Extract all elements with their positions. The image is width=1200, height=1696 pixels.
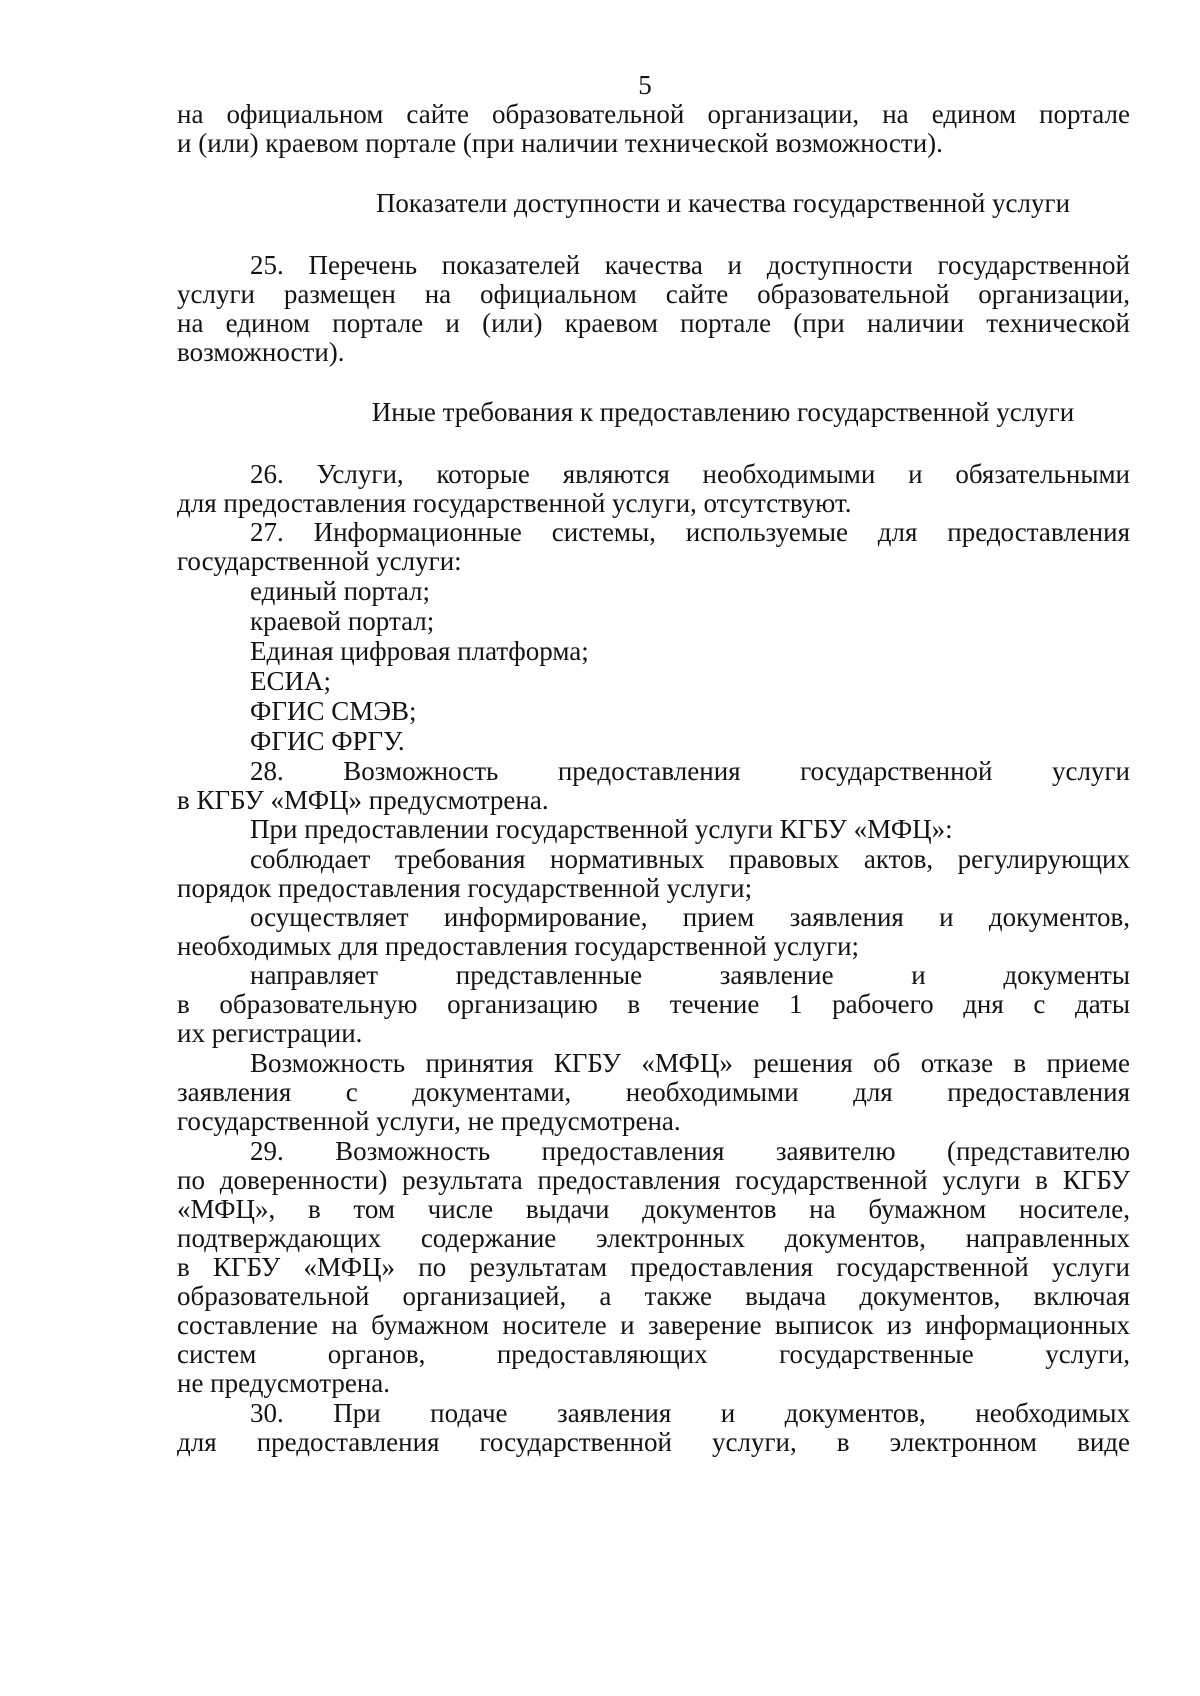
section-heading: Показатели доступности и качества государственной услуги [375, 188, 1071, 218]
text-line: порядок предоставления государственной услуги; [177, 873, 753, 903]
text-line: в образовательную организацию в течение 1 рабочего дня с даты [177, 989, 1130, 1019]
text-line: При предоставлении государственной услуги КГБУ «МФЦ»: [250, 814, 953, 844]
text-line: и (или) краевом портале (при наличии технической возможности). [177, 128, 943, 158]
list-item: ФГИС ФРГУ. [250, 726, 405, 756]
text-line: по доверенности) результата предоставления государственной услуги в КГБУ [177, 1165, 1130, 1195]
list-item: ФГИС СМЭВ; [250, 696, 417, 726]
text-line: 26. Услуги, которые являются необходимыми и обязательными [250, 459, 1130, 489]
text-line: для предоставления государственной услуги, в электронном виде [177, 1427, 1130, 1457]
text-line: услуги размещен на официальном сайте образовательной организации, [177, 279, 1130, 309]
text-line: систем органов, предоставляющих государственные услуги, [177, 1339, 1130, 1369]
text-line: в КГБУ «МФЦ» по результатам предоставления государственной услуги [177, 1252, 1130, 1282]
text-line: соблюдает требования нормативных правовых актов, регулирующих [250, 844, 1130, 874]
text-line: осуществляет информирование, прием заявления и документов, [250, 902, 1130, 932]
text-line: их регистрации. [177, 1018, 363, 1048]
page-number: 5 [638, 70, 652, 100]
list-item: краевой портал; [250, 606, 435, 636]
list-item: Единая цифровая платформа; [250, 636, 589, 666]
text-line: 30. При подаче заявления и документов, необходимых [250, 1398, 1130, 1428]
list-item: ЕСИА; [250, 666, 331, 696]
text-line: Возможность принятия КГБУ «МФЦ» решения об отказе в приеме [250, 1048, 1130, 1078]
text-line: 25. Перечень показателей качества и доступности государственной [250, 250, 1130, 280]
text-line: направляет представленные заявление и документы [250, 960, 1130, 990]
text-line: образовательной организацией, а также выдача документов, включая [177, 1281, 1130, 1311]
text-line: на официальном сайте образовательной организации, на едином портале [177, 99, 1130, 129]
list-item: единый портал; [250, 576, 431, 606]
text-line: 28. Возможность предоставления государственной услуги [250, 756, 1130, 786]
text-line: государственной услуги, не предусмотрена. [177, 1106, 681, 1136]
text-line: возможности). [177, 337, 345, 367]
text-line: не предусмотрена. [177, 1368, 391, 1398]
text-line: необходимых для предоставления государственной услуги; [177, 931, 860, 961]
text-line: подтверждающих содержание электронных документов, направленных [177, 1223, 1130, 1253]
text-line: составление на бумажном носителе и заверение выписок из информационных [177, 1310, 1130, 1340]
text-line: для предоставления государственной услуги, отсутствуют. [177, 488, 852, 518]
text-line: 29. Возможность предоставления заявителю (представителю [250, 1136, 1130, 1166]
text-line: на едином портале и (или) краевом портале (при наличии технической [177, 308, 1130, 338]
text-line: заявления с документами, необходимыми для предоставления [177, 1077, 1130, 1107]
section-heading: Иные требования к предоставлению государственной услуги [371, 397, 1075, 427]
text-line: «МФЦ», в том числе выдачи документов на бумажном носителе, [177, 1194, 1130, 1224]
text-line: государственной услуги: [177, 546, 462, 576]
text-line: 27. Информационные системы, используемые для предоставления [250, 517, 1130, 547]
text-line: в КГБУ «МФЦ» предусмотрена. [177, 785, 549, 815]
